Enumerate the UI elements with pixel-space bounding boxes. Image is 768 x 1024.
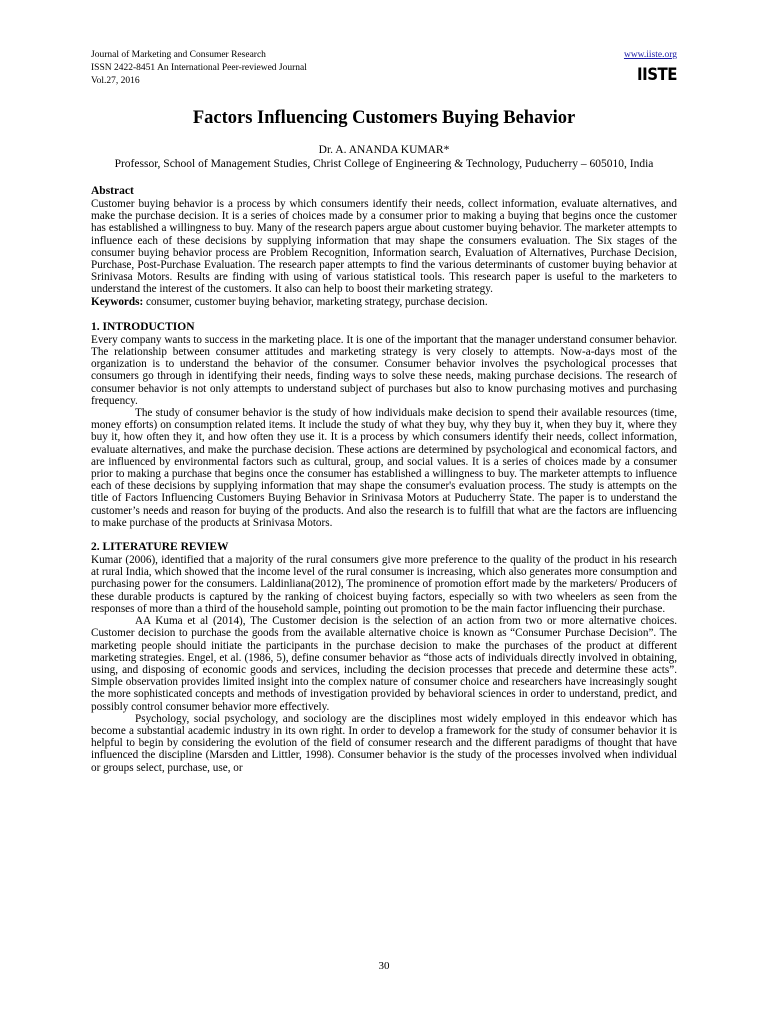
abstract-text: Customer buying behavior is a process by which consumers identify their needs, collect information, evaluate alternatives, and make the purchase decision. It is a series of choices made by a consumer prior to making a buying that begins once the customer has established a willingness to buy. Many of the research papers argue about customer buying behavior. The marketer attempts to influence each of these decisions by supplying information that may shape the consumers evaluation. The Six stages of the consumer buying behavior process are Problem Recognition, Information search, Evaluation of Alternatives, Purchase Decision, Purchase, Post-Purchase Evaluation. The research paper attempts to find the various determinants of customer buying behavior at Srinivasa Motors. Results are finding with using of various statistical tools. This research paper is useful to the marketers to understand the interest of the customers. It also can help to boost their marketing strategy.	[91, 198, 677, 296]
iiste-logo-icon: IISTE	[637, 63, 677, 85]
paper-title: Factors Influencing Customers Buying Behavior	[192, 108, 576, 128]
journal-info	[91, 49, 677, 88]
abstract-heading: Abstract	[91, 185, 134, 197]
introduction-paragraph-1: Every company wants to success in the marketing place. It is one of the important that the manager understand consumer behavior. The relationship between consumer attitudes and marketing strategy is very closely to attempts. Now-a-days most of the organization is to understand the behavior of the consumer. Consumer behavior involves the psychological processes that consumers go through in identifying their needs, finding ways to solve these needs, making purchase decisions. The research of consumer behavior is not only attempts to understand subject of purchases but also to know purchasing motives and purchasing frequency.	[91, 333, 677, 407]
paper-affiliation: Professor, School of Management Studies, Christ College of Engineering & Technology, Puducherry – 605010, India	[114, 158, 654, 170]
literature-paragraph-1: Kumar (2006), identified that a majority of the rural consumers give more preference to the quality of the product in his research at rural India, which showed that the income level of the rural consumer is increasing, which also generates more consumption and purchasing power for the consumers. Laldinliana(2012), The prominence of promotion effort made by the marketers/ Producers of these durable products is captured by the ranking of choicest buying factors, especially so with two wheelers as seen from the responses of more than a third of the household sample, pointing out promotion to be the main factor influencing their purchase.	[91, 554, 677, 615]
page-number: 30	[378, 960, 390, 972]
journal-volume: Vol.27, 2016	[91, 76, 140, 86]
journal-name: Journal of Marketing and Consumer Research	[91, 50, 266, 60]
paper-author: Dr. A. ANANDA KUMAR*	[318, 144, 450, 156]
literature-review-heading: 2. LITERATURE REVIEW	[91, 541, 229, 554]
literature-paragraph-2: AA Kuma et al (2014), The Customer decision is the selection of an action from two or more alternative choices. Customer decision to purchase the goods from the available alternative choice is known as “Consumer Purchase Decision”. The marketing people should initiate the participants in the purchase decision to make the purchases of the product at different marketing strategies. Engel, et al. (1986, 5), define consumer behavior as “those acts of individuals directly involved in obtaining, using, and disposing of economic goods and services, including the decision processes that precede and determine these acts”. Simple observation provides limited insight into the complex nature of consumer choice and researchers have increasingly sought the more sophisticated concepts and methods of investigation provided by behavioral sciences in order to understand, predict, and possibly control consumer behavior more effectively.	[91, 615, 677, 713]
keywords-text: consumer, customer buying behavior, marketing strategy, purchase decision.	[146, 295, 488, 308]
journal-header	[91, 49, 677, 97]
keywords-line	[91, 296, 677, 308]
literature-paragraph-3: Psychology, social psychology, and sociology are the disciplines most widely employed in this endeavor which has become a substantial academic industry in its own right. In order to develop a framework for the study of consumer behavior it is helpful to begin by considering the evolution of the field of consumer research and the different paradigms of thought that have influenced the discipline (Marsden and Littler, 1998). Consumer behavior is the study of the processes involved when individual or groups select, purchase, use, or	[91, 712, 677, 774]
introduction-heading: 1. INTRODUCTION	[91, 320, 195, 333]
journal-issn: ISSN 2422-8451 An International Peer-reviewed Journal	[91, 63, 307, 73]
introduction-paragraph-2: The study of consumer behavior is the study of how individuals make decision to spend their available resources (time, money efforts) on consumption related items. It include the study of what they buy, why they buy it, when they buy it, where they buy it, how often they it, and how often they use it. It is a process by which consumers identify their needs, collect information, evaluate alternatives, and make the purchase decision. These actions are determined by psychological and economical factors, and are influenced by environmental factors such as cultural, group, and social values. It is a series of choices made by a consumer prior to making a purchase that begins once the consumer has established a willingness to buy. The marketer attempts to influence each of these decisions by supplying information that may shape the consumer's evaluation process. The study is attempts on the title of Factors Influencing Customers Buying Behavior in Srinivasa Motors at Puducherry State. The paper is to understand the customer’s needs and reason for buying of the products. And also the research is to fulfill that what are the factors are influencing to make purchase of the products at Srinivasa Motors.	[91, 407, 677, 529]
publisher-block	[624, 49, 677, 83]
website-link[interactable]: www.iiste.org	[623, 50, 677, 60]
paper-page	[91, 49, 677, 774]
keywords-label: Keywords:	[91, 295, 144, 308]
